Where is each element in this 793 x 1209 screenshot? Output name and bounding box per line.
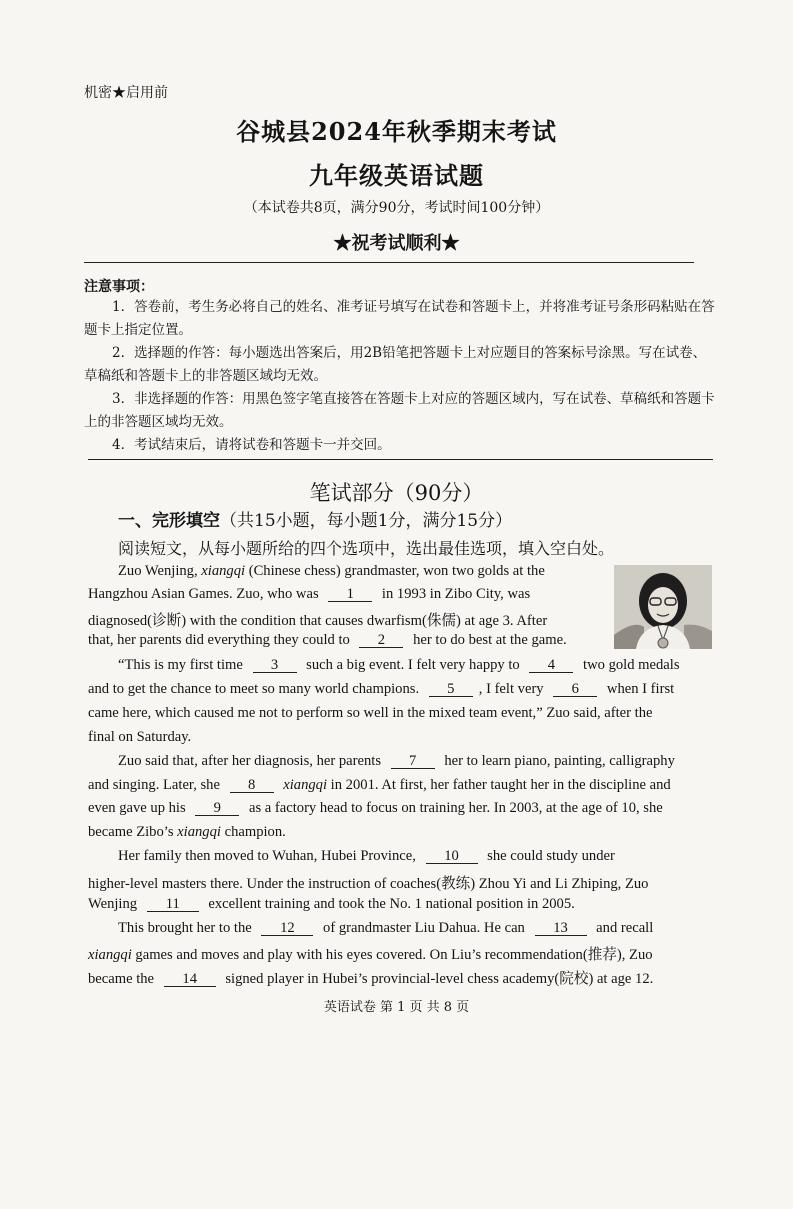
passage-line <box>88 705 653 722</box>
part-instruction: 阅读短文，从每小题所给的四个选项中，选出最佳选项，填入空白处。 <box>118 539 615 558</box>
passage-text: Zuo Wenjing, <box>118 563 202 579</box>
passage-text: her to do best at the game. <box>409 632 567 648</box>
passage-text: of grandmaster Liu Dahua. He can <box>319 920 529 936</box>
passage-line <box>118 753 675 770</box>
passage-text: even gave up his <box>88 800 190 816</box>
answer-blank: 13 <box>535 921 587 936</box>
passage-text: two gold medals <box>579 657 680 673</box>
passage-text: she could study under <box>483 848 615 864</box>
answer-blank: 10 <box>426 849 478 864</box>
confidential-mark: 机密★启用前 <box>84 85 168 101</box>
passage-line <box>88 872 648 893</box>
passage-text: in 1993 in Zibo City, was <box>378 586 531 602</box>
notice-item: 4．考试结束后，请将试卷和答题卡一并交回。 <box>112 437 391 453</box>
passage-text: became the <box>88 971 158 987</box>
passage-line <box>88 609 547 630</box>
answer-blank: 11 <box>147 897 199 912</box>
exam-title: 谷城县2024年秋季期末考试 <box>236 117 557 146</box>
divider <box>84 262 694 263</box>
passage-text: Wenjing <box>88 896 141 912</box>
passage-line <box>88 943 653 964</box>
passage-line <box>118 657 680 674</box>
section-title: 笔试部分（90分） <box>309 481 484 505</box>
passage-text: as a factory head to focus on training her. In 2003, at the age of 10, she <box>245 800 663 816</box>
answer-blank: 4 <box>529 658 573 673</box>
answer-blank: 1 <box>328 587 372 602</box>
passage-text: diagnosed(诊断) with the condition that causes dwarfism(侏儒) at age 3. After <box>88 613 548 629</box>
passage-line <box>88 824 286 841</box>
blessing-text: ★祝考试顺利★ <box>333 233 460 254</box>
passage-text: such a big event. I felt very happy to <box>302 657 524 673</box>
passage-text: “This is my first time <box>118 657 247 673</box>
passage-text: when I first <box>603 681 675 697</box>
italic-term: xiangqi <box>283 777 328 793</box>
answer-blank: 3 <box>253 658 297 673</box>
italic-term: xiangqi <box>201 563 246 579</box>
passage-text: signed player in Hubei’s provincial-level chess academy(院校) at age 12. <box>221 971 654 987</box>
passage-text: came here, which caused me not to perform so well in the mixed team event,” Zuo said, after the <box>88 705 653 721</box>
passage-line <box>88 800 663 817</box>
passage-text: became Zibo’s <box>88 824 178 840</box>
passage-line <box>88 729 191 746</box>
passage-line <box>118 563 545 580</box>
notice-title: 注意事项： <box>84 279 154 295</box>
passage-text: Her family then moved to Wuhan, Hubei Province, <box>118 848 420 864</box>
notice-item: 2．选择题的作答：每小题选出答案后，用2B铅笔把答题卡上对应题目的答案标号涂黑。写在试卷、草稿纸和答题卡上的非答题区域均无效。 <box>84 345 707 384</box>
passage-text: This brought her to the <box>118 920 256 936</box>
italic-term: xiangqi <box>88 947 132 963</box>
page-footer: 英语试卷 第 1 页 共 8 页 <box>323 1000 470 1015</box>
answer-blank: 12 <box>261 921 313 936</box>
italic-term: xiangqi <box>177 824 221 840</box>
part-title-name: 一、完形填空 <box>118 511 220 531</box>
notice-item: 1．答卷前，考生务必将自己的姓名、准考证号填写在试卷和答题卡上，并将准考证号条形码粘贴在答题卡上指定位置。 <box>84 299 715 338</box>
passage-text: that, her parents did everything they could to <box>88 632 354 648</box>
answer-blank: 14 <box>164 972 216 987</box>
passage-text: her to learn piano, painting, calligraphy <box>440 753 675 769</box>
passage-text: and recall <box>592 920 654 936</box>
passage-line <box>88 632 567 649</box>
passage-line <box>118 920 653 937</box>
passage-line <box>88 681 674 698</box>
answer-blank: 2 <box>359 633 403 648</box>
exam-subtitle: 九年级英语试题 <box>309 161 484 190</box>
answer-blank: 9 <box>195 801 239 816</box>
passage-text: champion. <box>220 824 286 840</box>
passage-text: Hangzhou Asian Games. Zuo, who was <box>88 586 323 602</box>
answer-blank: 7 <box>391 754 435 769</box>
passage-line <box>118 848 615 865</box>
passage-line <box>88 586 530 603</box>
answer-blank: 8 <box>230 778 274 793</box>
notice-item: 3．非选择题的作答：用黑色签字笔直接答在答题卡上对应的答题区域内，写在试卷、草稿纸和答题卡上的非答题区域均无效。 <box>84 391 715 430</box>
passage-line <box>88 777 671 794</box>
passage-line <box>88 896 575 913</box>
answer-blank: 5 <box>429 682 473 697</box>
passage-text: higher-level masters there. Under the instruction of coaches(教练) Zhou Yi and Li Zhiping, Zuo <box>88 876 649 892</box>
passage-text: in 2001. At first, her father taught her in the discipline and <box>327 777 671 793</box>
passage-text: and to get the chance to meet so many world champions. <box>88 681 423 697</box>
passage-line <box>88 967 653 988</box>
passage-text: final on Saturday. <box>88 729 192 745</box>
passage-text: excellent training and took the No. 1 national position in 2005. <box>204 896 575 912</box>
passage-text: , I felt very <box>478 681 548 697</box>
exam-info: （本试卷共8页，满分90分，考试时间100分钟） <box>243 200 550 216</box>
passage-text: (Chinese chess) grandmaster, won two golds at the <box>245 563 545 579</box>
player-photo <box>614 565 712 649</box>
passage-text: and singing. Later, she <box>88 777 224 793</box>
answer-blank: 6 <box>553 682 597 697</box>
part-title-info: （共15小题，每小题1分，满分15分） <box>220 511 513 531</box>
passage-text: Zuo said that, after her diagnosis, her parents <box>118 753 385 769</box>
passage-text: games and moves and play with his eyes covered. On Liu’s recommendation(推荐), Zuo <box>131 947 653 963</box>
divider <box>88 459 713 460</box>
part-title <box>118 506 512 531</box>
